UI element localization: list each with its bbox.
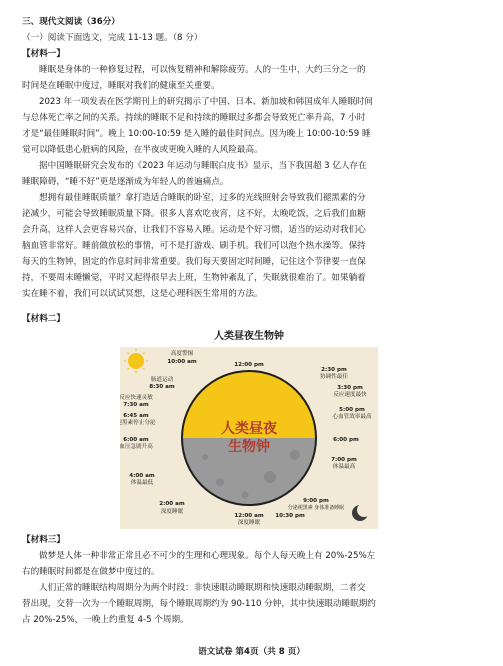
circadian-clock-svg	[120, 347, 378, 529]
circadian-clock-figure	[120, 347, 378, 529]
time-desc: 褪黑素停止分泌	[120, 420, 156, 426]
time-label: 6:00 pm	[333, 437, 359, 443]
sun-icon	[124, 349, 148, 373]
material3-label: 【材料三】	[22, 535, 65, 545]
time-label: 6:00 am	[123, 437, 149, 443]
time-label: 12:00 am	[234, 513, 264, 519]
material1-line: 泌减少，可能会导致睡眠质量下降。很多人喜欢吃夜宵，这不好，太晚吃饭，之后我们血糖	[22, 209, 366, 219]
material3-line: 替出现，交替一次为一个睡眠周期，每个睡眠周期约为 90-110 分钟，其中快速眼动睡眠期约	[22, 599, 376, 609]
time-desc: 体温最低	[130, 480, 154, 486]
center-label-line2: 生物钟	[228, 439, 270, 455]
clock-face	[181, 370, 317, 506]
material1-line: 觉可以降低患心脏病的风险，在半夜或更晚入睡的人风险最高。	[22, 145, 263, 155]
time-label: 5:00 pm	[339, 407, 365, 413]
time-desc: 肠道运动	[150, 377, 174, 383]
time-label: 2:00 am	[159, 501, 185, 507]
material1-line: 2023 年一项发表在医学期刊上的研究揭示了中国、日本、新加坡和韩国成年人睡眠时间	[39, 97, 373, 107]
material3-line: 右的睡眠时间都是在做梦中度过的。	[22, 567, 160, 577]
time-desc: 体温最高	[332, 464, 356, 470]
material2-label: 【材料二】	[22, 314, 65, 324]
material1-line: 实在睡不着，我们可以试试冥想，这是心理科医生常用的方法。	[22, 289, 263, 299]
section-heading: 三、现代文阅读（36分）	[22, 17, 120, 27]
material1-line: 时间是在睡眠中度过，睡眠对我们的健康至关重要。	[22, 81, 220, 91]
time-desc: 深度睡眠	[160, 509, 184, 515]
time-label: 6:45 am	[123, 413, 149, 419]
time-label: 12:00 pm	[234, 362, 264, 368]
time-desc: 心血管效率最高	[332, 414, 372, 420]
material1-line: 每天的生物钟，固定的作息时间非常重要。我们每天要固定时间睡，记住这个节律要一直保	[22, 257, 366, 267]
material1-line: 想拥有最佳睡眠质量？拿打造适合睡眠的卧室，过多的光线照射会导致我们褪黑素的分	[39, 193, 366, 203]
time-desc: 反应快速灵敏	[120, 395, 153, 401]
time-label: 10:00 am	[167, 359, 197, 365]
material1-line: 脑血管非常好。睡前做放松的事情，可不是打游戏、刷手机。我们可以泡个热水澡等。保持	[22, 241, 366, 251]
time-desc: 协调性最佳	[320, 374, 348, 380]
time-desc: 分泌褪黑素 身体准备睡眠	[287, 505, 345, 511]
time-label: 7:00 pm	[331, 457, 357, 463]
time-label: 7:30 am	[123, 402, 149, 408]
time-label: 8:30 am	[149, 384, 175, 390]
time-desc: 高度警惕	[170, 351, 194, 357]
subsection-instruction: （一）阅读下面选文，完成 11-13 题。（8 分）	[22, 33, 203, 43]
time-label: 10:30 pm	[275, 513, 305, 519]
material3-line: 人们正常的睡眠结构周期分为两个时段：非快速眼动睡眠期和快速眼动睡眠期，二者交	[39, 583, 366, 593]
material1-line: 睡眠障碍，“睡不好”更是逐渐成为年轻人的普遍痛点。	[22, 177, 229, 187]
time-label: 9:00 pm	[303, 498, 329, 504]
moon-icon	[352, 503, 371, 521]
material1-line: 与总体死亡率之间的关系。持续的睡眠不足和持续的睡眠过多都会导致死亡率升高，7 小时	[22, 113, 366, 123]
material1-line: 持，不要周末睡懒觉，平时又起得很早去上班，生物钟紊乱了，失眠就很难治了。如果躺着	[22, 273, 366, 283]
material1-line: 会升高，这样人会更容易兴奋，让我们不容易入睡。运动是个好习惯，适当的运动对我们心	[22, 225, 366, 235]
page-footer: 语文试卷 第4页（共 8 页）	[198, 647, 305, 657]
time-label: 2:30 pm	[321, 367, 347, 373]
time-desc: 深度睡眠	[237, 520, 261, 526]
time-desc: 反应速度最快	[333, 392, 367, 398]
material3-line: 占 20%-25%，一晚上约重复 4-5 个周期。	[22, 615, 189, 625]
material3-line: 做梦是人体一种非常正常且必不可少的生理和心理现象。每个人每天晚上有 20%-25%左	[39, 551, 376, 561]
time-desc: 血压急剧升高	[120, 444, 153, 450]
material1-line: 据中国睡眠研究会发布的《2023 年运动与睡眠白皮书》显示，当下我国超 3 亿人存在	[39, 161, 367, 171]
chart-title: 人类昼夜生物钟	[214, 331, 284, 342]
material1-line: 睡眠是身体的一种修复过程，可以恢复精神和解除疲劳。人的一生中，大约三分之一的	[39, 65, 366, 75]
time-label: 3:30 pm	[337, 385, 363, 391]
material1-label: 【材料一】	[22, 49, 65, 59]
material1-line: 才是“最佳睡眠时间”。晚上 10:00-10:59 是入睡的最佳时间点。因为晚上 10:00-10:59 睡	[22, 129, 371, 139]
time-label: 4:00 am	[129, 473, 155, 479]
center-label-line1: 人类昼夜	[221, 421, 277, 437]
